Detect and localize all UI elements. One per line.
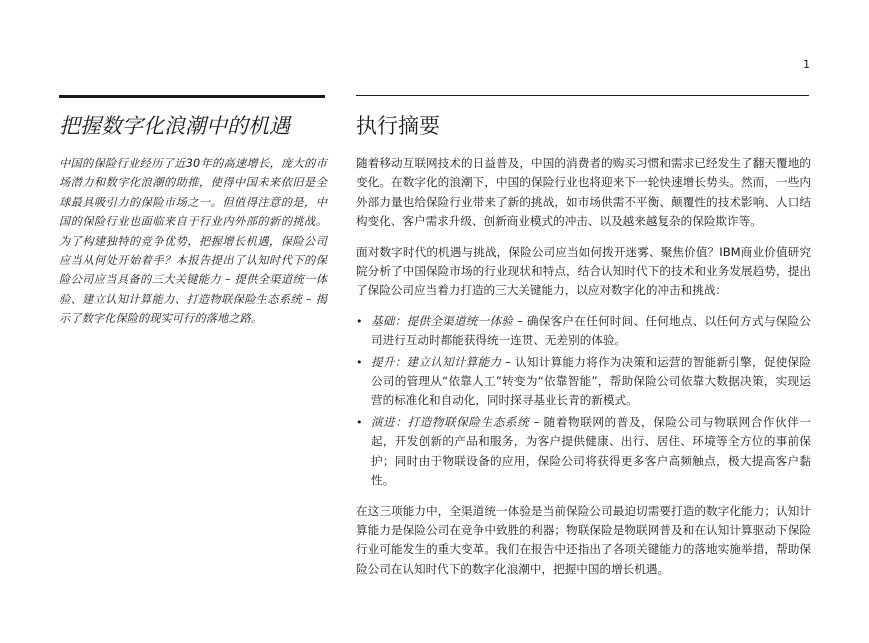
capability-item-evolution <box>356 413 811 491</box>
capability-description: – 认知计算能力将作为决策和运营的智能新引擎，促使保险公司的管理从“依靠人工”转变为“依靠智能”，帮助保险公司依靠大数据决策，实现运营的标准化和自动化，同时探寻基业长青的新模式。 <box>371 354 811 408</box>
right-title-rule <box>356 95 809 96</box>
executive-summary-body <box>356 154 811 590</box>
capability-description: – 随着物联网的普及，保险公司与物联网合作伙伴一起，开发创新的产品和服务，为客户提供健康、出行、居住、环境等全方位的事前保护；同时由于物联设备的应用，保险公司将获得更多客户高频触点，极大提高客户黏性。 <box>371 414 811 488</box>
capability-description: – 确保客户在任何时间、任何地点、以任何方式与保险公司进行互动时都能获得统一连贯、无差别的体验。 <box>371 313 811 348</box>
executive-summary-title: 执行摘要 <box>356 114 440 138</box>
intro-paragraph: 中国的保险行业经历了近30年的高速增长，庞大的市场潜力和数字化浪潮的助推，使得中国未来依旧是全球最具吸引力的保险市场之一。但值得注意的是，中国的保险行业也面临来自于行业内外部的新的挑战。为了构建独特的竞争优势，把握增长机遇，保险公司应当从何处开始着手？本报告提出了认知时代下的保险公司应当具备的三大关键能力 – 提供全渠道统一体验、建立认知计算能力、打造物联保险生态系统 – 揭示了数字化保险的现实可行的落地之路。 <box>59 157 327 326</box>
capability-item-foundation <box>356 312 811 351</box>
capability-list <box>356 312 811 491</box>
summary-paragraph-1: 随着移动互联网技术的日益普及，中国的消费者的购买习惯和需求已经发生了翻天覆地的变化。在数字化的浪潮下，中国的保险行业也将迎来下一轮快速增长势头。然而，一些内外部力量也给保险行业带来了新的挑战，如市场供需不平衡、颠覆性的技术影响、人口结构变化、客户需求升级、创新商业模式的冲击、以及越来越复杂的保险欺诈等。 <box>356 156 811 229</box>
left-title-rule <box>59 95 325 98</box>
capability-heading: 基础：提供全渠道统一体验 <box>371 313 514 328</box>
capability-heading: 提升：建立认知计算能力 <box>371 354 502 369</box>
summary-paragraph-2: 面对数字时代的机遇与挑战，保险公司应当如何拨开迷雾、聚焦价值？IBM商业价值研究院分析了中国保险市场的行业现状和特点，结合认知时代下的技术和业务发展趋势，提出了保险公司应当着力打造的三大关键能力，以应对数字化的冲击和挑战： <box>356 244 811 298</box>
bullet-dot: • <box>356 314 363 328</box>
capability-item-upgrade <box>356 353 811 411</box>
page-number: 1 <box>803 58 810 71</box>
left-column-title: 把握数字化浪潮中的机遇 <box>59 114 290 138</box>
bullet-dot: • <box>356 415 363 429</box>
summary-paragraph-3: 在这三项能力中，全渠道统一体验是当前保险公司最迫切需要打造的数字化能力；认知计算能力是保险公司在竞争中致胜的利器；物联保险是物联网普及和在认知计算驱动下保险行业可能发生的重大变革。我们在报告中还指出了各项关键能力的落地实施举措，帮助保险公司在认知时代下的数字化浪潮中，把握中国的增长机遇。 <box>356 503 811 576</box>
capability-heading: 演进：打造物联保险生态系统 <box>371 414 530 429</box>
bullet-dot: • <box>356 355 363 369</box>
